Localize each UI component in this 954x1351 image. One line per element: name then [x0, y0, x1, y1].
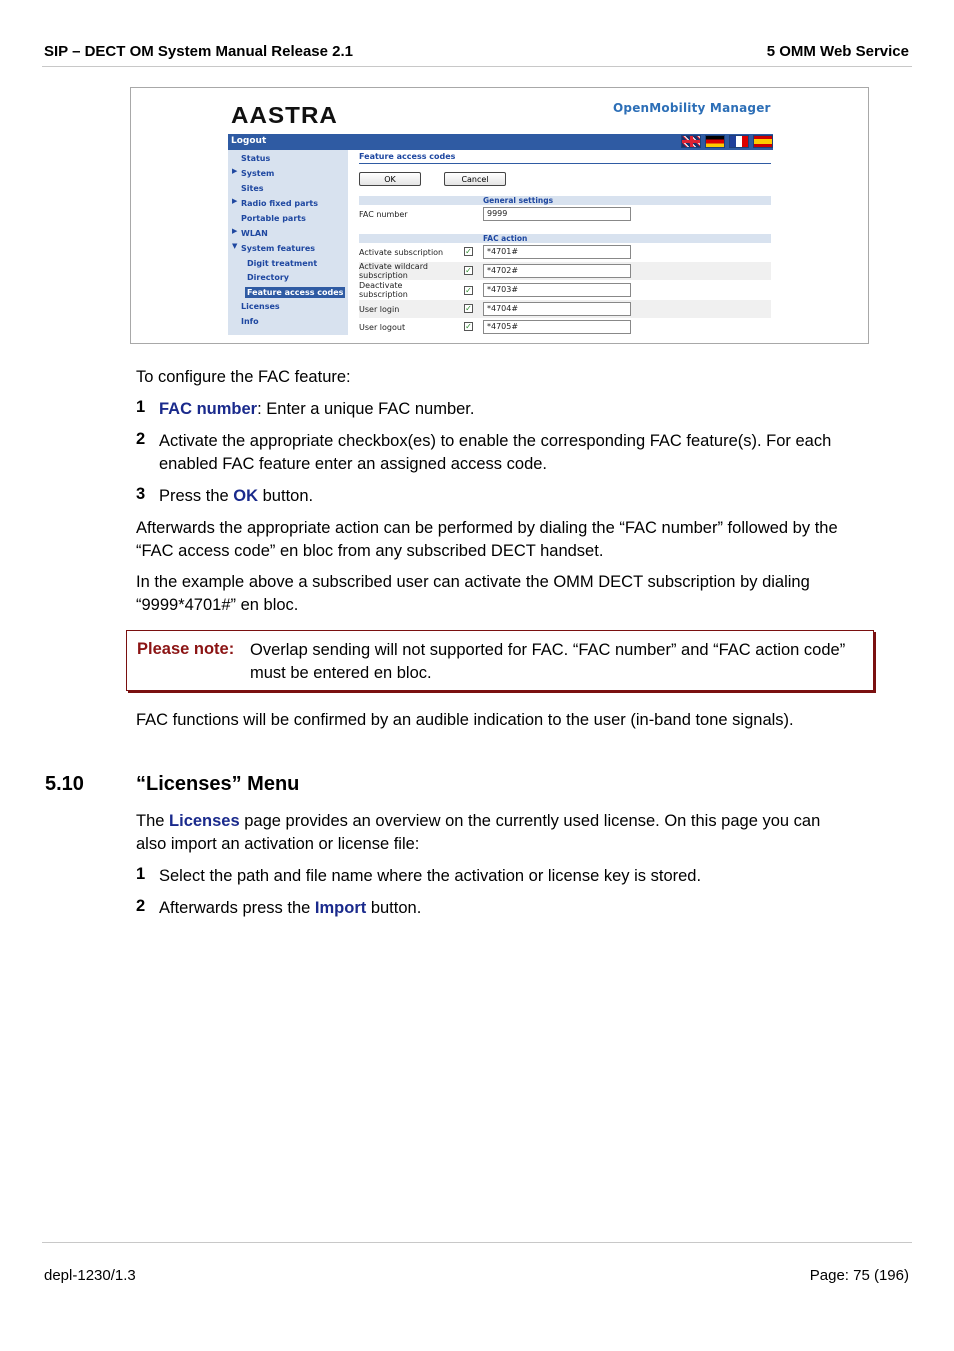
sidebar-item-system[interactable]: System: [241, 169, 275, 178]
header-rule: [42, 66, 912, 67]
triangle-right-icon: ▶: [232, 227, 238, 235]
page-number: Page: 75 (196): [809, 1267, 909, 1284]
triangle-right-icon: ▶: [232, 197, 238, 205]
action-code-field[interactable]: *4702#: [483, 264, 631, 278]
running-header-chapter: 5 OMM Web Service: [766, 43, 909, 60]
action-checkbox[interactable]: ✓: [465, 322, 472, 331]
keyword-licenses: Licenses: [169, 812, 240, 830]
sidebar-item-portable-parts[interactable]: Portable parts: [241, 214, 306, 223]
sidebar-item-status[interactable]: Status: [241, 154, 271, 163]
paragraph-dialing: Afterwards the appropriate action can be performed by dialing the “FAC number” followed by the “FAC access code” en bloc from any subscribed DECT handset.: [136, 519, 838, 560]
step-text: Afterwards press the: [159, 899, 315, 917]
uk-flag-icon[interactable]: [681, 135, 701, 148]
section-number: 5.10: [45, 773, 84, 795]
general-settings-bar: [359, 196, 771, 205]
action-code-field[interactable]: *4704#: [483, 302, 631, 316]
sidebar-item-feature-access-codes[interactable]: Feature access codes: [247, 288, 344, 297]
section-heading: “Licenses” Menu: [136, 773, 300, 795]
france-flag-icon[interactable]: [729, 135, 749, 148]
action-label: Deactivate subscription: [359, 281, 408, 299]
fac-action-bar: [359, 234, 771, 243]
general-settings-heading: General settings: [483, 196, 554, 205]
germany-flag-icon[interactable]: [705, 135, 725, 148]
paragraph-confirmation: FAC functions will be confirmed by an audible indication to the user (in-band tone signals).: [136, 711, 794, 729]
step-fac-number: [159, 398, 859, 421]
step-press-ok: [159, 485, 859, 508]
sidebar-item-wlan[interactable]: WLAN: [241, 229, 268, 238]
sidebar-item-info[interactable]: Info: [241, 317, 259, 326]
action-code-field[interactable]: *4701#: [483, 245, 631, 259]
keyword-import: Import: [314, 899, 367, 917]
lic-text: The: [136, 812, 170, 830]
sidebar-item-licenses[interactable]: Licenses: [241, 302, 280, 311]
page-title: Feature access codes: [359, 152, 456, 161]
triangle-down-icon: ▼: [232, 242, 238, 250]
keyword-fac-number: FAC number: [159, 400, 258, 418]
step-select-path: Select the path and file name where the activation or license key is stored.: [159, 867, 702, 885]
fac-action-heading: FAC action: [483, 234, 528, 243]
keyword-ok: OK: [233, 487, 259, 505]
action-checkbox[interactable]: ✓: [465, 304, 472, 313]
note-box: [126, 630, 874, 691]
step-text: button.: [258, 487, 314, 505]
sidebar-item-radio-fixed-parts[interactable]: Radio fixed parts: [241, 199, 318, 208]
lic-text: page provides an overview on the currently used license. On this page you can also import an activation or license file:: [136, 812, 821, 853]
running-header-title: SIP – DECT OM System Manual Release 2.1: [44, 43, 354, 60]
top-bar: [228, 134, 773, 150]
step-number: 2: [136, 897, 146, 915]
logout-link[interactable]: Logout: [231, 136, 267, 146]
step-activate-checkboxes: Activate the appropriate checkbox(es) to enable the corresponding FAC feature(s). For each enabled FAC feature enter an assigned access code.: [159, 432, 832, 473]
language-flags: [681, 135, 773, 148]
triangle-right-icon: ▶: [232, 167, 238, 175]
step-press-import: [159, 897, 859, 920]
step-number: 1: [136, 398, 146, 416]
document-id: depl-1230/1.3: [44, 1267, 136, 1284]
step-text: button.: [366, 899, 422, 917]
action-label: User logout: [359, 323, 406, 332]
sidebar-item-sites[interactable]: Sites: [241, 184, 264, 193]
note-label: Please note:: [137, 640, 235, 658]
sidebar-item-system-features[interactable]: System features: [241, 244, 316, 253]
action-checkbox[interactable]: ✓: [465, 266, 472, 275]
intro-paragraph: To configure the FAC feature:: [136, 368, 351, 386]
step-number: 1: [136, 865, 146, 883]
footer-rule: [42, 1242, 912, 1243]
step-text: : Enter a unique FAC number.: [257, 400, 475, 418]
title-rule: [359, 163, 771, 164]
fac-number-label: FAC number: [359, 210, 408, 219]
sidebar-item-directory[interactable]: Directory: [247, 273, 289, 282]
omm-screenshot-figure: [130, 87, 869, 344]
action-label: Activate subscription: [359, 248, 444, 257]
note-text: Overlap sending will not supported for FAC. “FAC number” and “FAC action code” must be entered en bloc.: [250, 641, 846, 682]
aastra-logo: AASTRA: [231, 102, 338, 128]
step-number: 2: [136, 430, 146, 448]
step-number: 3: [136, 485, 146, 503]
spain-flag-icon[interactable]: [753, 135, 773, 148]
action-checkbox[interactable]: ✓: [465, 286, 472, 295]
action-checkbox[interactable]: ✓: [465, 247, 472, 256]
action-label: User login: [359, 305, 400, 314]
action-label: Activate wildcard subscription: [359, 262, 428, 280]
paragraph-example: In the example above a subscribed user can activate the OMM DECT subscription by dialing “9999*4701#” en bloc.: [136, 573, 810, 614]
fac-number-field[interactable]: 9999: [483, 207, 631, 221]
action-code-field[interactable]: *4703#: [483, 283, 631, 297]
product-title: OpenMobility Manager: [613, 101, 771, 115]
ok-button[interactable]: OK: [359, 172, 421, 186]
cancel-button[interactable]: Cancel: [444, 172, 506, 186]
action-code-field[interactable]: *4705#: [483, 320, 631, 334]
step-text: Press the: [159, 487, 234, 505]
sidebar-item-digit-treatment[interactable]: Digit treatment: [247, 259, 318, 268]
paragraph-licenses: [136, 810, 846, 855]
